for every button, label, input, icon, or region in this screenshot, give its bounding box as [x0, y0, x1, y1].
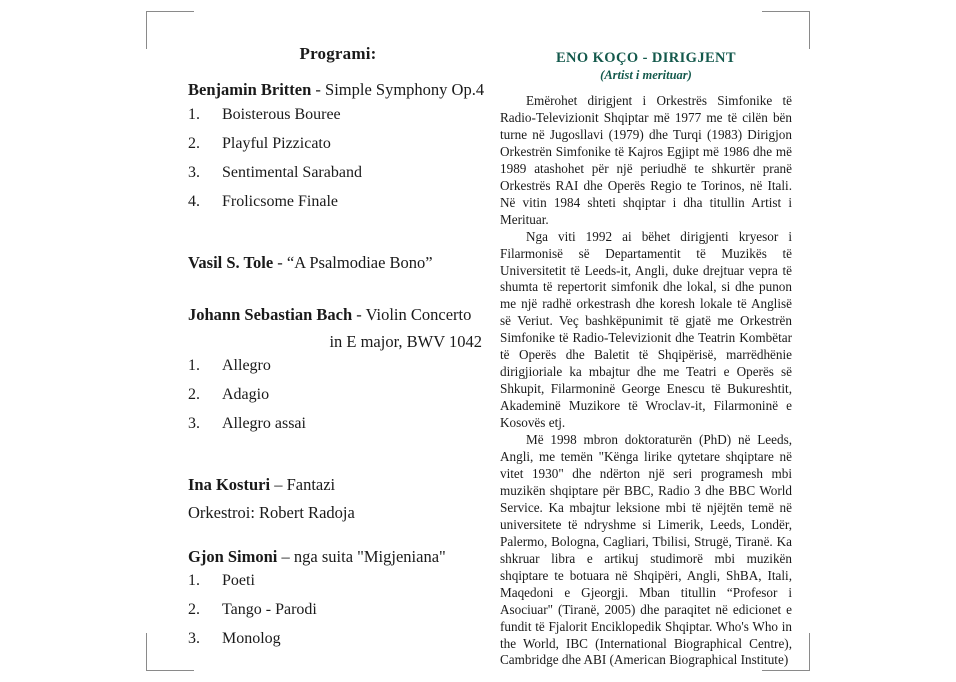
programme-work-simoni: [188, 547, 488, 648]
biography-paragraph: Emërohet dirigjent i Orkestrës Simfonike të Radio-Televizionit Shqiptar më 1977 me të cilën bën turne në Jugosllavi (1979) dhe Turqi (1983) Dirigjon Orkestrën Simfonike të Kajros Egjipt më 1986 dhe më 1989 atashohet për një periudhë te shkurtër pranë Orkestrës RAI dhe Operës Regio te Torinos, në Itali. Në vitin 1984 shteti shqiptar i dha titullin Artist i Merituar.: [500, 93, 792, 227]
movement-number: 3.: [188, 630, 200, 648]
work-performer-note: Orkestroi: Robert Radoja: [188, 502, 355, 522]
movement-name: Frolicsome Finale: [222, 192, 338, 210]
biography-heading: ENO KOÇO - DIRIGJENT: [555, 50, 736, 66]
programme-work-britten: [188, 80, 488, 210]
work-title: “A Psalmodiae Bono”: [286, 252, 433, 272]
movement-number: 1.: [188, 572, 200, 590]
programme-work-tole: [188, 253, 488, 274]
work-title: nga suita "Migjeniana": [293, 546, 446, 566]
composer-name: Benjamin Britten: [188, 80, 312, 99]
movement-item: [188, 602, 488, 618]
movement-name: Allegro assai: [222, 414, 306, 432]
composer-separator: –: [277, 546, 294, 566]
movement-item: [188, 107, 488, 123]
spacer: [188, 223, 488, 253]
spacer: [188, 523, 488, 547]
movement-number: 1.: [188, 105, 200, 123]
movement-list: [188, 358, 488, 432]
composer-name: Gjon Simoni: [188, 546, 278, 566]
movement-item: [188, 358, 488, 374]
composer-separator: -: [273, 252, 287, 272]
movement-item: [188, 387, 488, 403]
movement-name: Sentimental Saraband: [222, 163, 362, 181]
movement-number: 3.: [188, 163, 200, 181]
movement-number: 2.: [188, 601, 200, 619]
biography-paragraph: Më 1998 mbron doktoraturën (PhD) në Leeds, Angli, me temën "Kënga lirike qytetare shqiptare në vitet 1930" dhe ndërton një seri programesh mbi muzikën shqiptare për BBC, Radio 3 dhe BBC World Service. Ka mbajtur leksione mbi të njëjtën temë në universitete të ndryshme si Limerik, Leeds, Londër, Palermo, Bologna, Cagliari, Tbilisi, Strugë, Tiranë. Ka shkruar libra e artikuj studimorë mbi muzikën shqiptare te botuara në Shqipëri, Angli, ShBA, Itali, Maqedoni e Gjeorgji. Mban titullin “Profesor i Asociuar" (Tiranë, 2005) dhe paraqitet në edicionet e fundit të Fjalorit Enciklopedik Shqiptar. Who's Who in the World, IBC (International Biographical Centre), Cambridge dhe ABI (American Biographical Institute): [500, 432, 792, 668]
composer-name: Ina Kosturi: [188, 474, 271, 494]
movement-list: [188, 107, 488, 210]
movement-item: [188, 573, 488, 589]
movement-item: [188, 136, 488, 152]
programme-work-bach: [188, 305, 488, 432]
movement-name: Tango - Parodi: [222, 601, 317, 619]
composer-separator: -: [311, 80, 326, 99]
movement-item: [188, 631, 488, 647]
movement-name: Playful Pizzicato: [222, 134, 331, 152]
movement-name: Monolog: [222, 630, 281, 648]
work-title-line: [188, 253, 488, 274]
composer-name: Vasil S. Tole: [188, 252, 274, 272]
biography-paragraph: Nga viti 1992 ai bëhet dirigjenti kryesor i Filarmonisë së Departamentit të Muzikës të Universitetit të Leeds-it, Angli, duke drejtuar vepra të shumta të repertorit simfonik dhe lokal, si dhe punon me një radhë orkestrash dhe koresh lokale të Anglisë së Veriut. Veç bashkëpunimit të gjatë me Orkestrën Simfonike të Radio-Televizionit dhe Teatrin Kombëtar të Operës dhe Baletit të Shqipërisë, marrëdhënie dirigjioriale ka mbajtur dhe me Teatri e Operës së Shkupit, Filarmoninë George Enescu të Bukureshtit, Akademinë Muzikore të Wroclav-it, Filarmoninë e Kosovës etj.: [500, 228, 792, 431]
work-subtitle: in E major, BWV 1042: [329, 331, 482, 351]
work-title-line: [188, 80, 488, 101]
work-title-line: [188, 305, 488, 326]
programme-heading: Programi:: [299, 44, 377, 63]
programme-column: [188, 44, 488, 660]
movement-name: Boisterous Bouree: [222, 105, 341, 123]
composer-name: Johann Sebastian Bach: [188, 305, 353, 325]
movement-name: Allegro: [222, 356, 271, 374]
work-title: Fantazi: [286, 474, 336, 494]
movement-name: Adagio: [222, 385, 270, 403]
work-title: Violin Concerto: [365, 305, 472, 325]
movement-number: 2.: [188, 134, 200, 152]
movement-item: [188, 194, 488, 210]
work-title: Simple Symphony Op.4: [325, 80, 485, 99]
movement-number: 2.: [188, 385, 200, 403]
movement-item: [188, 165, 488, 181]
movement-item: [188, 416, 488, 432]
biography-column: [500, 50, 792, 669]
work-title-line: [188, 547, 488, 568]
movement-number: 3.: [188, 414, 200, 432]
movement-list: [188, 573, 488, 647]
movement-number: 4.: [188, 192, 200, 210]
movement-name: Poeti: [222, 572, 255, 590]
work-title-line: [188, 475, 488, 496]
spacer: [188, 275, 488, 305]
composer-separator: -: [352, 305, 366, 325]
movement-number: 1.: [188, 356, 200, 374]
composer-separator: –: [270, 474, 287, 494]
biography-subheading: (Artist i merituar): [600, 68, 692, 82]
programme-work-kosturi: [188, 475, 488, 523]
spacer: [188, 445, 488, 475]
